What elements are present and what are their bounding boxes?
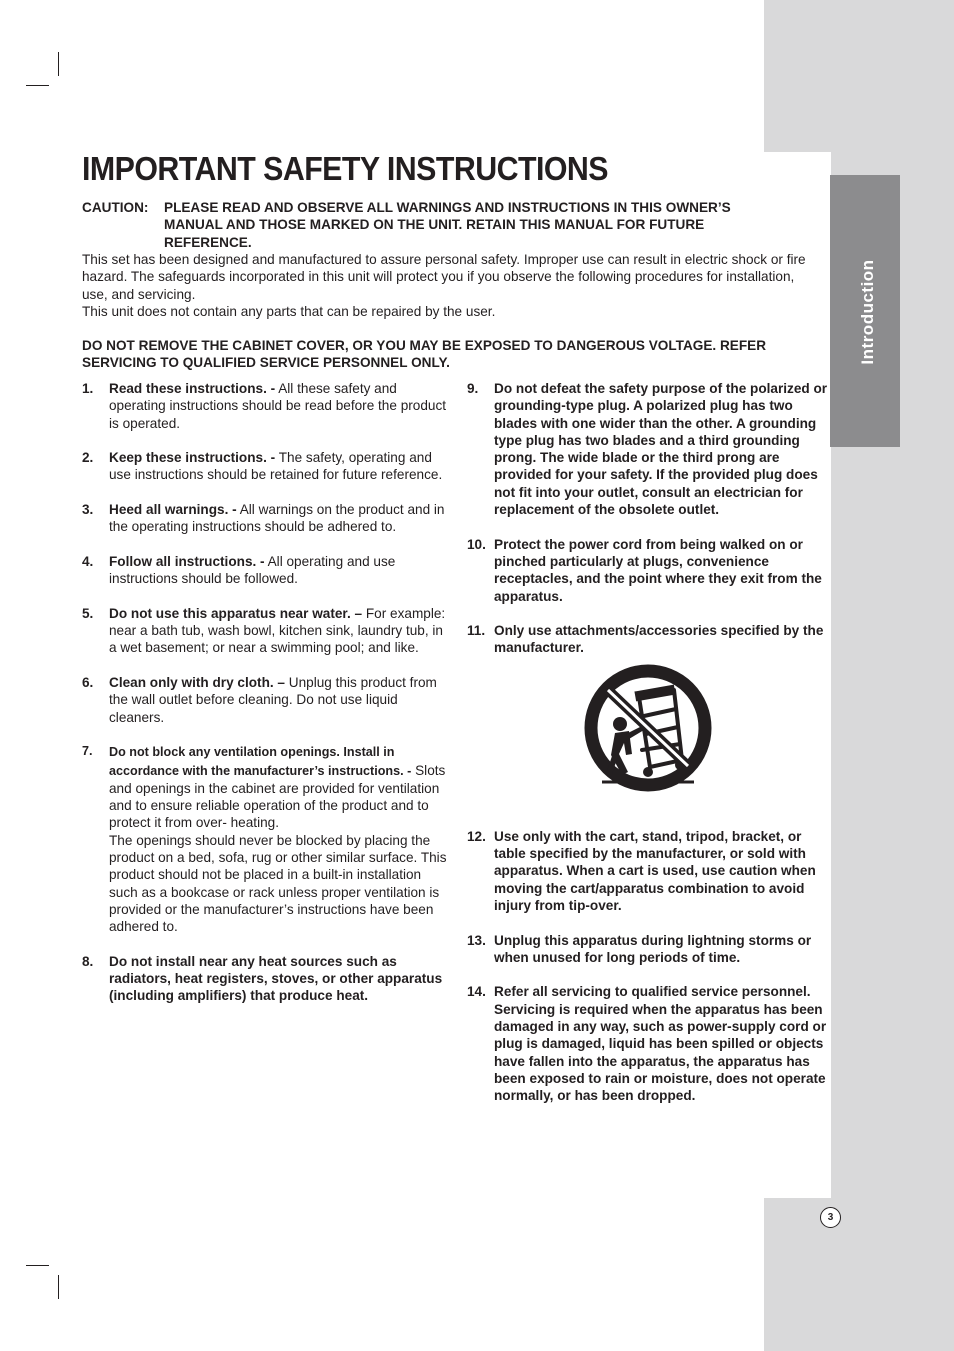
instruction-item <box>467 380 831 518</box>
crop-mark-top-vertical <box>58 52 59 76</box>
crop-mark-top-horizontal <box>26 85 49 86</box>
item-text: Only use attachments/accessories specified by the manufacturer. <box>494 623 824 656</box>
shock-warning: DO NOT REMOVE THE CABINET COVER, OR YOU MAY BE EXPOSED TO DANGEROUS VOLTAGE. REFER SERVICING TO QUALIFIED SERVICE PERSONNEL ONLY. <box>82 338 767 371</box>
item-lead: Clean only with dry cloth. – <box>109 675 285 691</box>
item-lead: Do not use this apparatus near water. – <box>109 605 363 621</box>
item-number: 6. <box>82 675 94 691</box>
instruction-item <box>82 953 447 1005</box>
item-number: 13. <box>467 932 486 948</box>
left-column <box>82 380 447 1022</box>
instruction-item <box>82 553 447 588</box>
item-body: All these safety and operating instructions should be read before the product is operated. <box>109 381 447 431</box>
crop-mark-bottom-vertical <box>58 1275 59 1299</box>
right-column <box>467 380 831 1122</box>
item-body-continued: The openings should never be blocked by placing the product on a bed, sofa, rug or other similar surface. This product should not be placed in a built-in installation such as a bookcase or rack unless proper ventilation is provided or the manufacturer’s instructions have been adhered to. <box>109 832 447 935</box>
item-number: 4. <box>82 553 94 569</box>
item-text: Use only with the cart, stand, tripod, bracket, or table specified by the manufacturer, or sold with apparatus. When a cart is used, use caution when moving the cart/apparatus combination to avoid injury from tip-over. <box>494 828 816 913</box>
item-number: 11. <box>467 623 486 639</box>
item-number: 3. <box>82 502 94 518</box>
instruction-item <box>82 605 447 657</box>
item-lead: Do not install near any heat sources such as radiators, heat registers, stoves, or other apparatus (including amplifiers) that produce heat. <box>109 953 443 1004</box>
item-body: Slots and openings in the cabinet are provided for ventilation and to ensure reliable operation of the product and to protect it from over- heating. <box>109 762 446 831</box>
item-lead: Follow all instructions. - <box>109 553 265 569</box>
item-number: 5. <box>82 605 94 621</box>
instruction-item <box>82 501 447 536</box>
intro-text <box>82 251 822 320</box>
page-number: 3 <box>820 1207 841 1228</box>
item-lead: Heed all warnings. - <box>109 502 237 518</box>
intro-paragraph: This unit does not contain any parts that can be repaired by the user. <box>82 303 496 319</box>
item-text: Do not defeat the safety purpose of the polarized or grounding-type plug. A polarized plug has two blades with one wider than the other. A grounding type plug has two blades and a third grounding prong. The wide blade or the third prong are provided for your safety. If the provided plug does not fit into your outlet, consult an electrician for replacement of the obsolete outlet. <box>494 381 831 518</box>
item-text: Refer all servicing to qualified service personnel. Servicing is required when the apparatus has been damaged in any way, such as power-supply cord or plug is damaged, liquid has been spilled or objects have fallen into the apparatus, the apparatus has been exposed to rain or moisture, does not operate normally, or has been dropped. <box>494 984 827 1104</box>
item-lead: Read these instructions. - <box>109 381 276 396</box>
section-tab-label: Introduction <box>858 259 877 365</box>
intro-paragraph: This set has been designed and manufactured to assure personal safety. Improper use can result in electric shock or fire hazard. The safeguards incorporated in this unit will protect you if you observe the following procedures for installation, use, and servicing. <box>82 252 806 302</box>
instruction-item <box>467 536 831 605</box>
item-number: 12. <box>467 828 486 844</box>
item-body: All warnings on the product and in the operating instructions should be adhered to. <box>109 502 445 535</box>
item-number: 14. <box>467 984 486 1000</box>
item-text: Protect the power cord from being walked on or pinched particularly at plugs, convenience receptacles, and the point where they exit from the apparatus. <box>494 536 822 604</box>
instruction-item <box>82 380 447 432</box>
item-number: 9. <box>467 381 479 396</box>
instruction-item <box>82 743 447 935</box>
instruction-item <box>467 622 831 657</box>
instruction-item <box>82 674 447 726</box>
item-number: 7. <box>82 744 93 759</box>
margin-band-bottom <box>764 1198 954 1351</box>
item-lead: Keep these instructions. - <box>109 450 276 466</box>
caution-text: PLEASE READ AND OBSERVE ALL WARNINGS AND INSTRUCTIONS IN THIS OWNER’S MANUAL AND THOSE MARKED ON THE UNIT. RETAIN THIS MANUAL FOR FUTURE REFERENCE. <box>164 200 731 250</box>
caution-label: CAUTION: <box>82 200 149 215</box>
item-body: The safety, operating and use instructions should be retained for future reference. <box>109 450 443 483</box>
item-number: 1. <box>82 381 94 396</box>
instruction-item <box>467 983 831 1104</box>
item-number: 10. <box>467 536 486 552</box>
instruction-item <box>467 828 831 914</box>
item-body: For example: near a bath tub, wash bowl, kitchen sink, laundry tub, in a wet basement; or near a swimming pool; and like. <box>109 605 446 656</box>
item-body: Unplug this product from the wall outlet before cleaning. Do not use liquid cleaners. <box>109 675 437 725</box>
caution-block <box>82 199 772 251</box>
item-number: 8. <box>82 953 94 969</box>
cart-tip-over-warning-icon <box>582 664 714 796</box>
item-number: 2. <box>82 450 94 466</box>
page-title: IMPORTANT SAFETY INSTRUCTIONS <box>82 150 608 187</box>
instruction-item <box>467 932 831 967</box>
crop-mark-bottom-horizontal <box>26 1265 49 1266</box>
instruction-item <box>82 449 447 484</box>
item-body: All operating and use instructions should be followed. <box>109 553 396 587</box>
item-lead: Do not block any ventilation openings. Install in accordance with the manufacturer’s instructions. - <box>109 745 412 778</box>
item-text: Unplug this apparatus during lightning storms or when unused for long periods of time. <box>494 932 812 965</box>
